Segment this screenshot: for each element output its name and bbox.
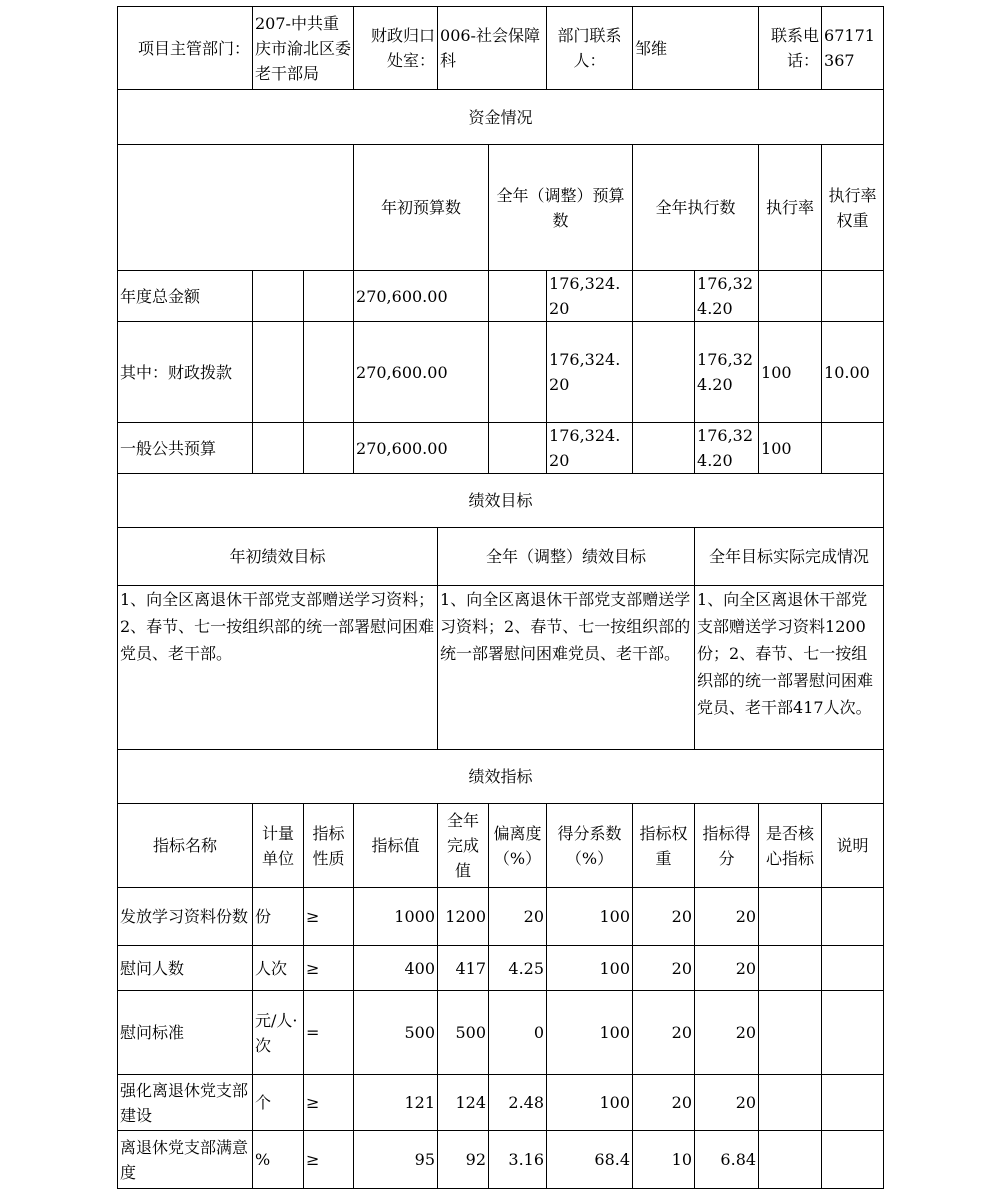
funds-row [118,271,884,322]
funds-col-adjusted: 全年（调整）预算数 [489,145,633,271]
ind-target: 500 [354,991,438,1075]
goals-section-row [118,474,884,528]
ind-header-actual: 全年完成值 [438,804,489,888]
funds-blank [489,423,547,474]
ind-core [759,1131,822,1189]
ind-score: 20 [695,1075,759,1131]
goals-text-row [118,586,884,750]
indicator-row [118,991,884,1075]
ind-note [822,991,884,1075]
ind-nature: ≥ [304,946,354,991]
funds-rate: 100 [759,322,822,423]
ind-name: 离退休党支部满意度 [118,1131,253,1189]
ind-header-unit: 计量单位 [253,804,304,888]
ind-header-target: 指标值 [354,804,438,888]
ind-name: 发放学习资料份数 [118,888,253,946]
ind-unit: 元/人·次 [253,991,304,1075]
goals-initial-text: 1、向全区离退休干部党支部赠送学习资料；2、春节、七一按组织部的统一部署慰问困难党员、老干部。 [118,586,438,750]
ind-score: 20 [695,991,759,1075]
ind-deviation: 20 [489,888,547,946]
goals-section-title: 绩效目标 [118,474,884,528]
funds-executed: 176,324.20 [695,322,759,423]
ind-note [822,1131,884,1189]
goals-col-initial: 年初绩效目标 [118,528,438,586]
ind-name: 强化离退休党支部建设 [118,1075,253,1131]
funds-initial: 270,600.00 [354,423,489,474]
goals-actual-text: 1、向全区离退休干部党支部赠送学习资料1200份；2、春节、七一按组织部的统一部署慰问困难党员、老干部417人次。 [695,586,884,750]
goals-col-adjusted: 全年（调整）绩效目标 [438,528,695,586]
ind-header-name: 指标名称 [118,804,253,888]
funds-blank [253,271,304,322]
ind-coef: 100 [547,1075,633,1131]
funds-initial: 270,600.00 [354,322,489,423]
contact-label: 部门联系人： [547,7,633,90]
ind-actual: 124 [438,1075,489,1131]
ind-name: 慰问人数 [118,946,253,991]
ind-actual: 417 [438,946,489,991]
funds-adjusted: 176,324.20 [547,322,633,423]
funds-blank [253,322,304,423]
ind-weight: 20 [633,888,695,946]
goals-header-row [118,528,884,586]
indicators-section-row [118,750,884,804]
ind-coef: 100 [547,888,633,946]
funds-header-blank [118,145,354,271]
indicators-section-title: 绩效指标 [118,750,884,804]
ind-weight: 20 [633,1075,695,1131]
indicators-header-row [118,804,884,888]
phone-value: 67171367 [822,7,884,90]
indicator-row [118,888,884,946]
ind-score: 20 [695,946,759,991]
ind-note [822,946,884,991]
ind-deviation: 4.25 [489,946,547,991]
ind-core [759,991,822,1075]
ind-header-coef: 得分系数（%） [547,804,633,888]
ind-header-note: 说明 [822,804,884,888]
ind-actual: 500 [438,991,489,1075]
ind-nature: ≥ [304,1075,354,1131]
phone-label: 联系电话： [759,7,822,90]
ind-header-core: 是否核心指标 [759,804,822,888]
funds-blank [489,271,547,322]
funds-blank [304,322,354,423]
funds-col-weight: 执行率权重 [822,145,884,271]
funds-executed: 176,324.20 [695,271,759,322]
ind-target: 1000 [354,888,438,946]
ind-score: 6.84 [695,1131,759,1189]
funds-row [118,423,884,474]
ind-coef: 68.4 [547,1131,633,1189]
ind-header-score: 指标得分 [695,804,759,888]
funds-row-name: 一般公共预算 [118,423,253,474]
ind-nature: = [304,991,354,1075]
ind-score: 20 [695,888,759,946]
funds-blank [633,271,695,322]
ind-weight: 20 [633,991,695,1075]
funds-section-title: 资金情况 [118,90,884,145]
ind-unit: 个 [253,1075,304,1131]
funds-weight [822,271,884,322]
funds-initial: 270,600.00 [354,271,489,322]
funds-weight: 10.00 [822,322,884,423]
funds-col-initial: 年初预算数 [354,145,489,271]
ind-nature: ≥ [304,1131,354,1189]
ind-header-nature: 指标性质 [304,804,354,888]
ind-core [759,946,822,991]
ind-actual: 1200 [438,888,489,946]
funds-row-name: 年度总金额 [118,271,253,322]
ind-actual: 92 [438,1131,489,1189]
finance-value: 006-社会保障科 [438,7,547,90]
ind-deviation: 0 [489,991,547,1075]
ind-weight: 20 [633,946,695,991]
ind-coef: 100 [547,991,633,1075]
ind-coef: 100 [547,946,633,991]
header-row [118,7,884,90]
ind-weight: 10 [633,1131,695,1189]
indicator-row [118,1131,884,1189]
ind-target: 400 [354,946,438,991]
ind-core [759,1075,822,1131]
funds-executed: 176,324.20 [695,423,759,474]
dept-label: 项目主管部门： [118,7,253,90]
funds-blank [633,322,695,423]
performance-table [117,6,884,1189]
ind-unit: % [253,1131,304,1189]
funds-blank [633,423,695,474]
funds-blank [253,423,304,474]
funds-col-rate: 执行率 [759,145,822,271]
ind-name: 慰问标准 [118,991,253,1075]
funds-col-executed: 全年执行数 [633,145,759,271]
ind-note [822,888,884,946]
funds-row-name: 其中：财政拨款 [118,322,253,423]
funds-rate [759,271,822,322]
funds-adjusted: 176,324.20 [547,423,633,474]
funds-header-row [118,145,884,271]
ind-header-weight: 指标权重 [633,804,695,888]
ind-deviation: 3.16 [489,1131,547,1189]
contact-value: 邹维 [633,7,759,90]
ind-target: 121 [354,1075,438,1131]
funds-row [118,322,884,423]
indicator-row [118,1075,884,1131]
ind-note [822,1075,884,1131]
ind-core [759,888,822,946]
funds-blank [489,322,547,423]
funds-section-row [118,90,884,145]
dept-value: 207-中共重庆市渝北区委老干部局 [253,7,354,90]
ind-unit: 人次 [253,946,304,991]
ind-unit: 份 [253,888,304,946]
goals-adjusted-text: 1、向全区离退休干部党支部赠送学习资料；2、春节、七一按组织部的统一部署慰问困难党员、老干部。 [438,586,695,750]
finance-label: 财政归口处室： [354,7,438,90]
funds-blank [304,271,354,322]
indicator-row [118,946,884,991]
ind-header-deviation: 偏离度（%） [489,804,547,888]
goals-col-actual: 全年目标实际完成情况 [695,528,884,586]
ind-nature: ≥ [304,888,354,946]
ind-target: 95 [354,1131,438,1189]
funds-blank [304,423,354,474]
funds-rate: 100 [759,423,822,474]
funds-adjusted: 176,324.20 [547,271,633,322]
ind-deviation: 2.48 [489,1075,547,1131]
funds-weight [822,423,884,474]
